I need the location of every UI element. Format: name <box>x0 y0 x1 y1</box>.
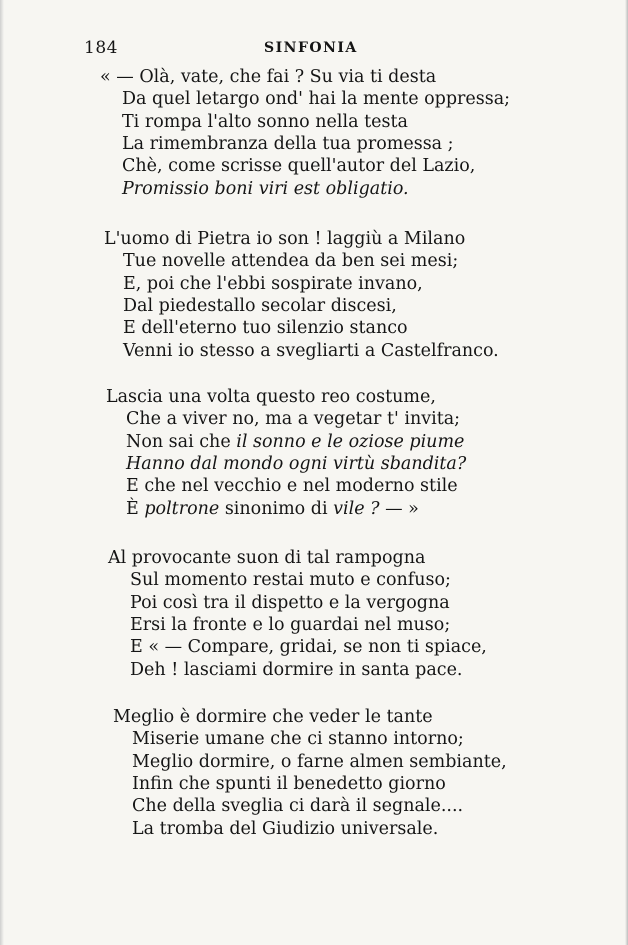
verse-line <box>123 273 423 295</box>
verse-line <box>126 431 464 453</box>
verse-text: Dal piedestallo secolar discesi, <box>123 295 397 316</box>
verse-text: Tue novelle attendea da ben sei mesi; <box>123 251 459 272</box>
verse-line <box>122 178 409 200</box>
verse-text: E dell'eterno tuo silenzio stanco <box>123 318 408 339</box>
verse-line <box>122 133 454 155</box>
verse-line <box>130 592 450 614</box>
verse-text: L'uomo di Pietra io son ! laggiù a Milano <box>104 229 466 249</box>
verse-line <box>123 317 408 339</box>
italic-text: Hanno dal mondo ogni virtù sbandita? <box>126 453 467 474</box>
verse-line <box>130 659 463 681</box>
italic-text: il sonno e le oziose piume <box>236 431 465 452</box>
verse-line <box>130 614 450 636</box>
verse-text: Meglio dormire, o farne almen sembiante, <box>132 751 507 772</box>
page-number: 184 <box>84 38 118 58</box>
verse-text: Non sai che <box>126 431 237 452</box>
verse-line <box>123 250 458 272</box>
verse-line <box>126 453 466 475</box>
verse-line <box>122 88 510 110</box>
verse-line <box>100 66 436 88</box>
verse-text: Venni io stesso a svegliarti a Castelfranco. <box>123 340 499 361</box>
page-edge-left <box>0 0 4 945</box>
verse-line <box>132 818 438 840</box>
verse-line <box>132 751 507 773</box>
verse-text: La rimembranza della tua promessa ; <box>122 133 454 154</box>
verse-text: « — Olà, vate, che fai ? Su via ti desta <box>100 67 437 87</box>
verse-text: Miserie umane che ci stanno intorno; <box>132 729 464 750</box>
verse-line <box>123 340 499 362</box>
verse-text: Lascia una volta questo reo costume, <box>106 387 436 407</box>
verse-text: È <box>126 498 145 519</box>
italic-text: Promissio boni viri est obligatio. <box>122 178 409 199</box>
verse-line <box>126 475 458 497</box>
verse-text: Poi così tra il dispetto e la vergogna <box>130 592 450 613</box>
verse-line <box>132 773 446 795</box>
verse-line <box>122 155 475 177</box>
verse-text: Da quel letargo ond' hai la mente oppressa; <box>122 89 511 110</box>
running-title: SINFONIA <box>264 40 358 56</box>
verse-line <box>132 728 464 750</box>
verse-line <box>122 111 408 133</box>
verse-text: Che a viver no, ma a vegetar t' invita; <box>126 409 461 430</box>
verse-text: Che della sveglia ci darà il segnale.... <box>132 796 464 817</box>
verse-line <box>113 706 433 728</box>
verse-line <box>130 636 487 658</box>
verse-line <box>132 795 463 817</box>
verse-text: E, poi che l'ebbi sospirate invano, <box>123 273 423 294</box>
italic-text: poltrone <box>144 498 220 519</box>
verse-line <box>104 228 465 250</box>
verse-line <box>126 408 460 430</box>
verse-text: Ersi la fronte e lo guardai nel muso; <box>130 614 451 635</box>
verse-line <box>123 295 397 317</box>
verse-text: sinonimo di <box>219 498 334 519</box>
verse-text: Infin che spunti il benedetto giorno <box>132 773 446 794</box>
verse-text: — » <box>379 498 419 519</box>
verse-text: Meglio è dormire che veder le tante <box>113 707 433 727</box>
page-header <box>0 38 628 58</box>
verse-text: Deh ! lasciami dormire in santa pace. <box>130 659 463 680</box>
verse-line <box>106 386 436 408</box>
verse-line <box>108 547 425 569</box>
verse-text: E « — Compare, gridai, se non ti spiace, <box>130 637 487 658</box>
verse-text: Al provocante suon di tal rampogna <box>108 548 426 568</box>
verse-text: Chè, come scrisse quell'autor del Lazio, <box>122 156 476 177</box>
italic-text: vile ? <box>333 498 380 519</box>
verse-text: Sul momento restai muto e confuso; <box>130 570 451 591</box>
verse-text: E che nel vecchio e nel moderno stile <box>126 476 458 497</box>
verse-line <box>126 498 419 520</box>
verse-text: Ti rompa l'alto sonno nella testa <box>122 111 408 132</box>
verse-text: La tromba del Giudizio universale. <box>132 818 439 839</box>
verse-line <box>130 569 451 591</box>
